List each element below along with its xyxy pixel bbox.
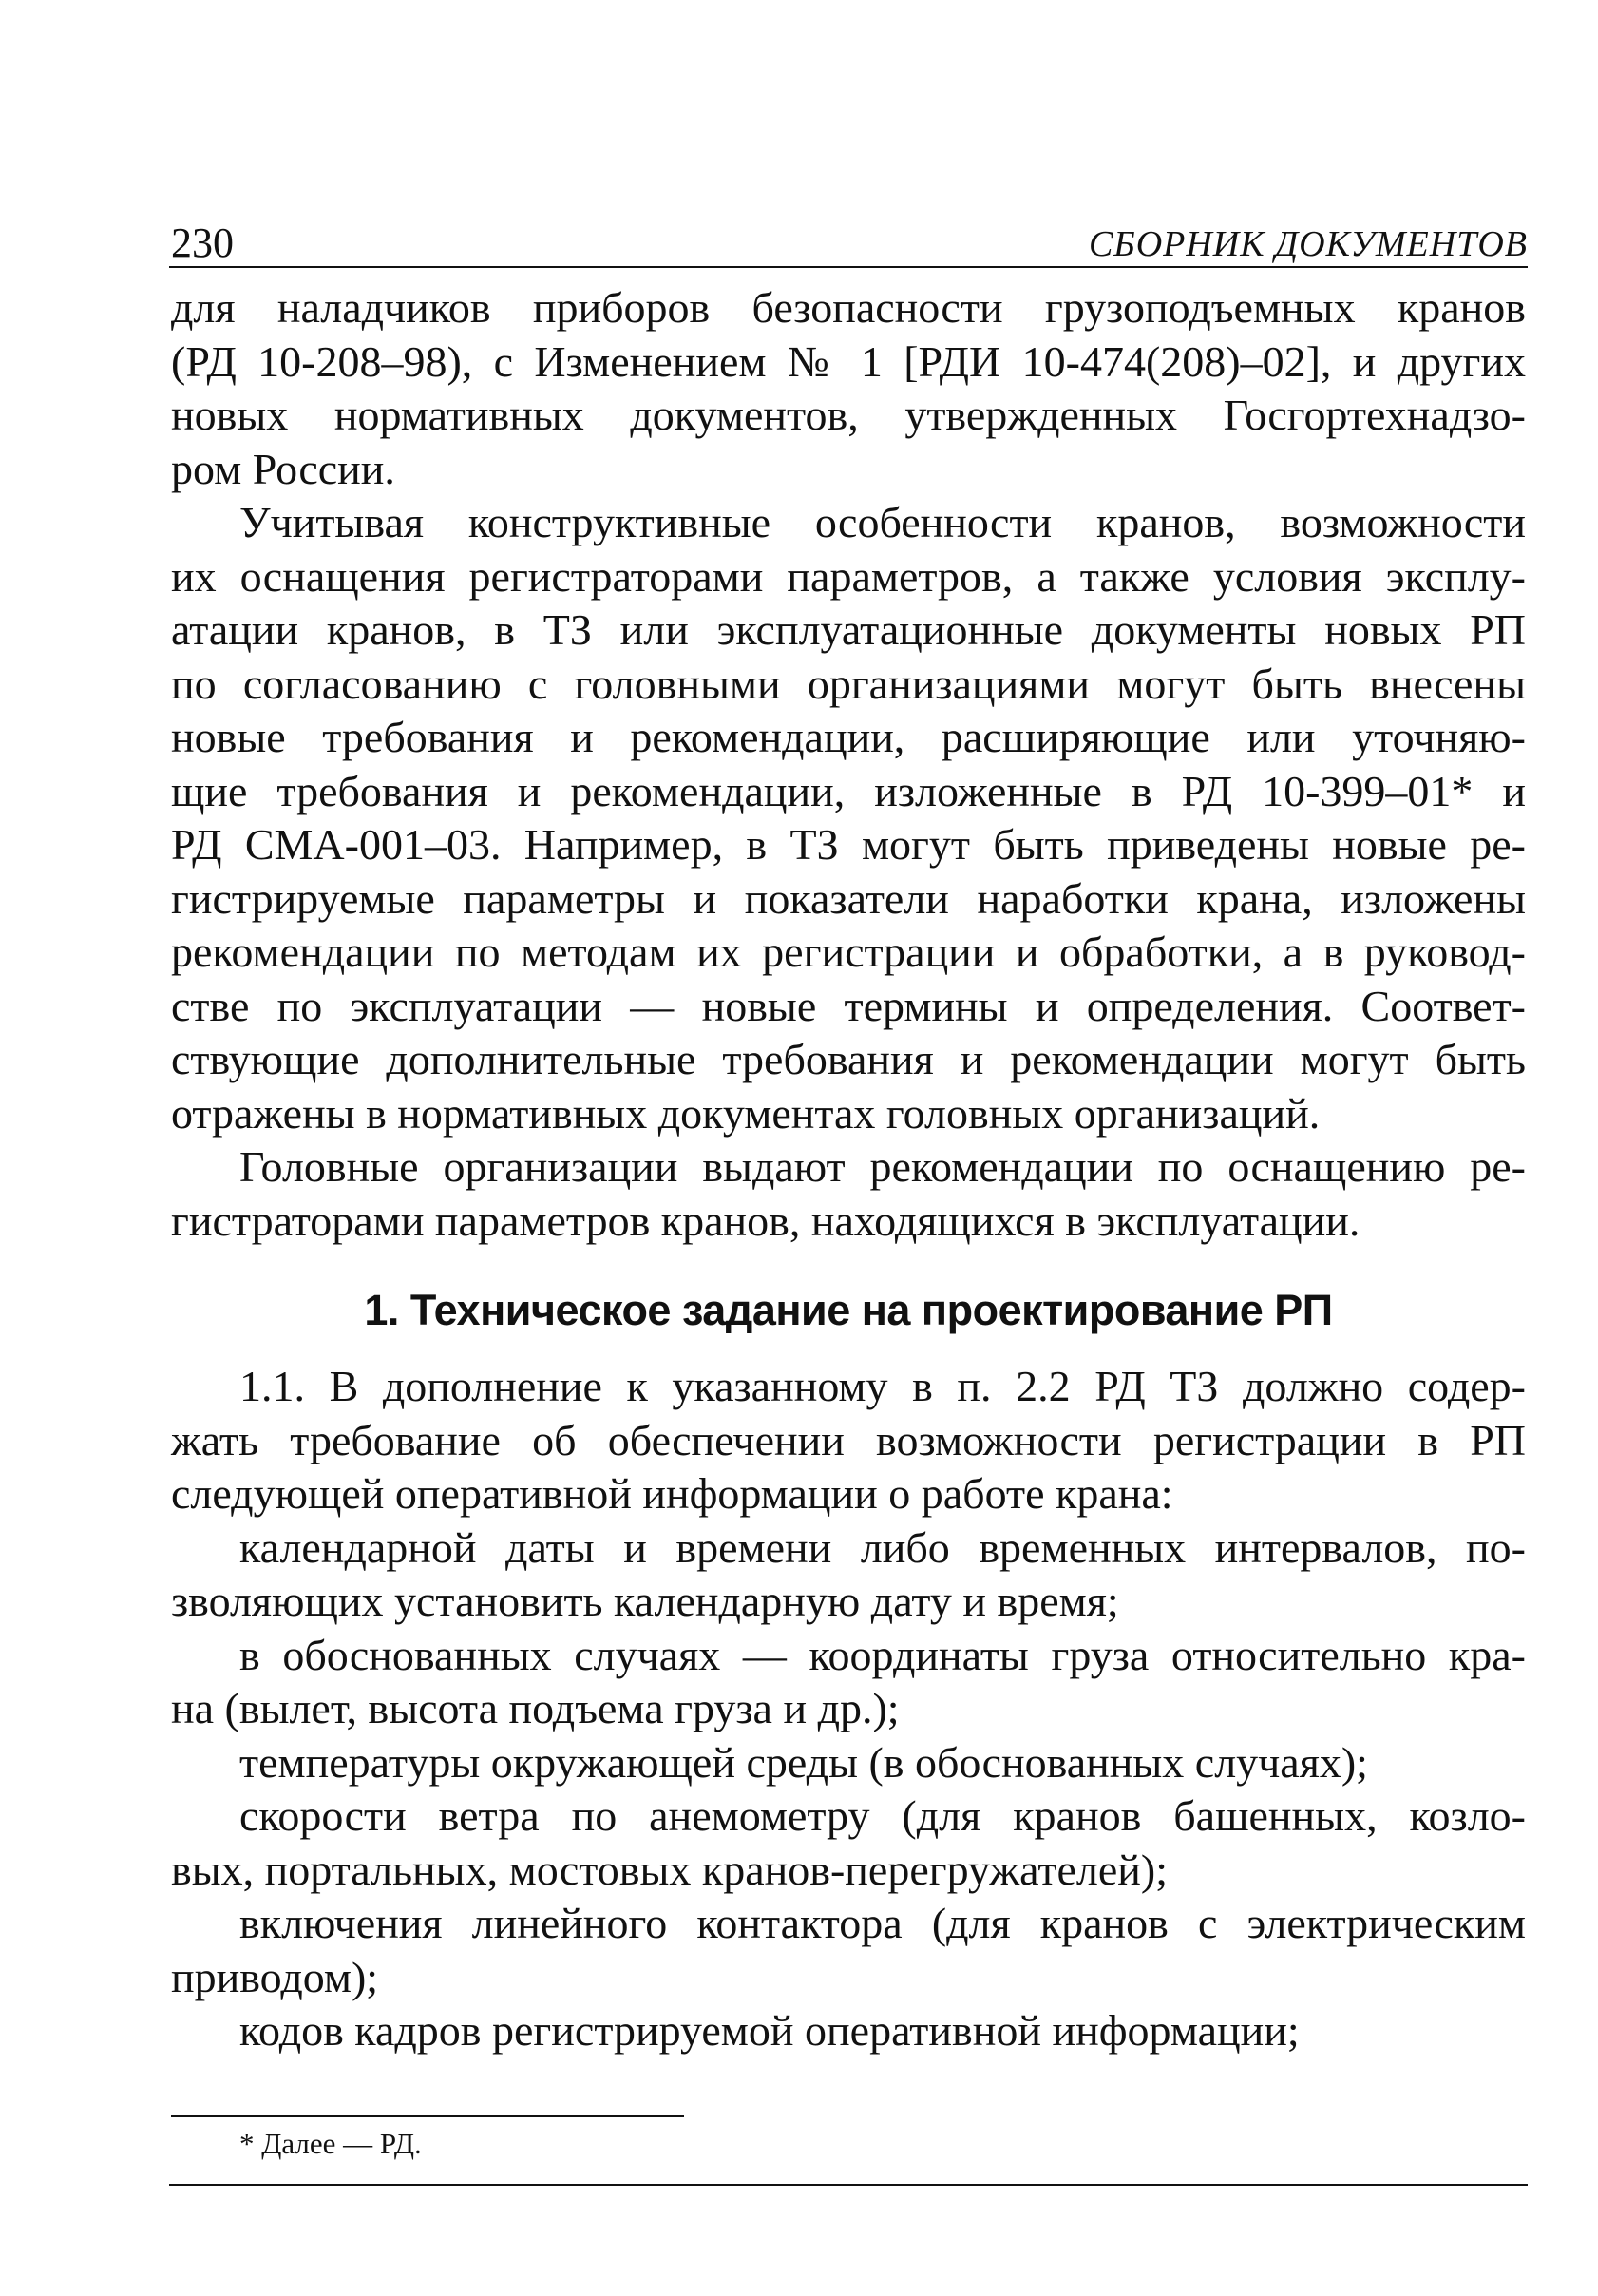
text-line: вых, портальных, мостовых кранов-перегружателей); bbox=[171, 1845, 1169, 1894]
paragraph bbox=[171, 1140, 1526, 1248]
text-line: по согласованию с головными организациями могут быть внесены bbox=[171, 659, 1526, 708]
text-line: щие требования и рекомендации, изложенные в РД 10-399–01* и bbox=[171, 766, 1526, 815]
text-line: атации кранов, в ТЗ или эксплуатационные документы новых РП bbox=[171, 605, 1526, 654]
text-line: ром России. bbox=[171, 444, 395, 493]
text-line: следующей оперативной информации о работе крана: bbox=[171, 1469, 1173, 1518]
list-item bbox=[171, 1629, 1526, 1736]
list-item bbox=[171, 1736, 1526, 1790]
text-line: новые требования и рекомендации, расширяющие или уточняю- bbox=[171, 713, 1526, 761]
text-line: скорости ветра по анемометру (для кранов башенных, козло- bbox=[239, 1791, 1526, 1840]
paragraph-continuation bbox=[171, 281, 1526, 496]
text-line: жать требование об обеспечении возможности регистрации в РП bbox=[171, 1415, 1526, 1464]
page-bottom-divider bbox=[169, 2184, 1528, 2186]
text-line: рекомендации по методам их регистрации и обработки, а в руковод- bbox=[171, 928, 1526, 976]
text-line: в обоснованных случаях — координаты груза относительно кра- bbox=[239, 1630, 1526, 1679]
footnote: * Далее — РД. bbox=[239, 2127, 422, 2160]
page-number: 230 bbox=[171, 220, 234, 266]
text-line: (РД 10-208–98), с Изменением № 1 [РДИ 10-474(208)–02], и других bbox=[171, 336, 1526, 386]
text-line: 1.1. В дополнение к указанному в п. 2.2 РД ТЗ должно содер- bbox=[239, 1362, 1526, 1410]
text-line: приводом); bbox=[171, 1952, 379, 2001]
text-line: включения линейного контактора (для кранов с электрическим bbox=[239, 1899, 1526, 1947]
text-line: их оснащения регистраторами параметров, а также условия эксплу- bbox=[171, 551, 1526, 601]
section-heading: 1. Техническое задание на проектирование РП bbox=[364, 1286, 1333, 1334]
page-header bbox=[169, 211, 1528, 268]
text-line: на (вылет, высота подъема груза и др.); bbox=[171, 1684, 900, 1732]
text-line: для наладчиков приборов безопасности грузоподъемных кранов bbox=[171, 283, 1526, 332]
text-line: РД СМА-001–03. Например, в ТЗ могут быть приведены новые ре- bbox=[171, 820, 1526, 869]
body-text bbox=[171, 281, 1526, 2058]
text-line: Учитывая конструктивные особенности кранов, возможности bbox=[239, 498, 1526, 546]
footnote-divider bbox=[171, 2115, 684, 2117]
text-line: ствующие дополнительные требования и рекомендации могут быть bbox=[171, 1035, 1526, 1083]
text-line: зволяющих установить календарную дату и время; bbox=[171, 1577, 1119, 1625]
text-line: Головные организации выдают рекомендации по оснащению ре- bbox=[239, 1142, 1526, 1191]
list-item bbox=[171, 1521, 1526, 1629]
text-line: гистраторами параметров кранов, находящихся в эксплуатации. bbox=[171, 1196, 1360, 1245]
text-line: температуры окружающей среды (в обоснованных случаях); bbox=[239, 1737, 1368, 1787]
list-item bbox=[171, 2004, 1526, 2058]
text-line: новых нормативных документов, утвержденных Госгортехнадзо- bbox=[171, 391, 1526, 439]
paragraph bbox=[171, 496, 1526, 1140]
list-item bbox=[171, 1897, 1526, 2004]
text-line: стве по эксплуатации — новые термины и определения. Соответ- bbox=[171, 981, 1526, 1030]
text-line: отражены в нормативных документах головных организаций. bbox=[171, 1088, 1321, 1138]
paragraph-1-1 bbox=[171, 1360, 1526, 1521]
text-line: гистрируемые параметры и показатели наработки крана, изложены bbox=[171, 873, 1526, 923]
text-line: календарной даты и времени либо временных интервалов, по- bbox=[239, 1522, 1526, 1572]
running-head: СБОРНИК ДОКУМЕНТОВ bbox=[1088, 224, 1528, 264]
list-item bbox=[171, 1789, 1526, 1897]
text-line: кодов кадров регистрируемой оперативной информации; bbox=[239, 2006, 1300, 2055]
